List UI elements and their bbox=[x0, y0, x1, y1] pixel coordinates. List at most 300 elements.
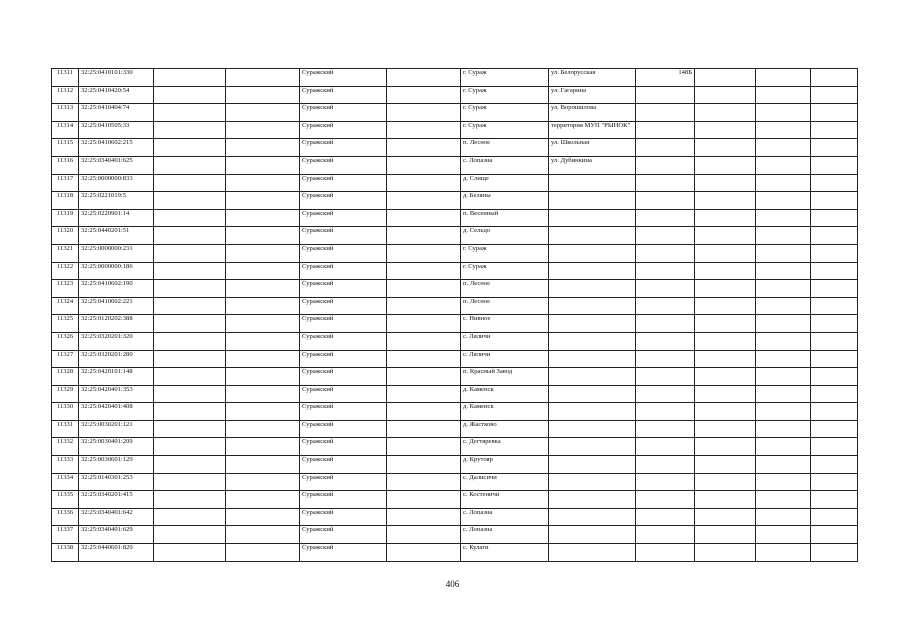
cell-cadastral-number: 32:25:0320201:280 bbox=[79, 350, 154, 368]
cell-empty bbox=[756, 69, 811, 87]
cell-empty bbox=[154, 121, 226, 139]
cell-street bbox=[549, 385, 636, 403]
cell-empty bbox=[154, 385, 226, 403]
cell-empty bbox=[695, 350, 756, 368]
cell-empty bbox=[811, 526, 858, 544]
cell-cadastral-number: 32:25:0340401:629 bbox=[79, 526, 154, 544]
cell-house bbox=[636, 121, 695, 139]
cell-row-number: 11323 bbox=[52, 280, 79, 298]
cell-empty bbox=[695, 368, 756, 386]
cell-empty bbox=[154, 262, 226, 280]
cell-district: Суражский bbox=[300, 227, 387, 245]
cell-empty bbox=[387, 350, 461, 368]
cell-empty bbox=[695, 456, 756, 474]
cell-empty bbox=[756, 385, 811, 403]
cell-street bbox=[549, 438, 636, 456]
cell-empty bbox=[154, 156, 226, 174]
cell-empty bbox=[154, 456, 226, 474]
table-row bbox=[52, 368, 858, 386]
cell-cadastral-number: 32:25:0340401:642 bbox=[79, 508, 154, 526]
cell-empty bbox=[756, 508, 811, 526]
cell-street: территория МУП "РЫНОК" bbox=[549, 121, 636, 139]
cell-street: ул. Белорусская bbox=[549, 69, 636, 87]
table-row bbox=[52, 491, 858, 509]
cell-row-number: 11333 bbox=[52, 456, 79, 474]
table-row bbox=[52, 209, 858, 227]
cell-locality: с. Костеничи bbox=[461, 491, 549, 509]
cell-empty bbox=[695, 315, 756, 333]
cell-empty bbox=[387, 332, 461, 350]
cell-empty bbox=[695, 86, 756, 104]
cell-empty bbox=[226, 332, 300, 350]
cell-empty bbox=[154, 244, 226, 262]
cell-empty bbox=[756, 315, 811, 333]
cell-district: Суражский bbox=[300, 403, 387, 421]
cell-empty bbox=[695, 473, 756, 491]
cell-empty bbox=[695, 174, 756, 192]
cell-row-number: 11337 bbox=[52, 526, 79, 544]
cell-empty bbox=[154, 508, 226, 526]
cell-locality: с. Дегтяревка bbox=[461, 438, 549, 456]
cell-street bbox=[549, 420, 636, 438]
cell-house bbox=[636, 420, 695, 438]
cell-locality: с. Далисичи bbox=[461, 473, 549, 491]
cell-district: Суражский bbox=[300, 121, 387, 139]
cell-empty bbox=[756, 280, 811, 298]
cell-street bbox=[549, 508, 636, 526]
cell-row-number: 11320 bbox=[52, 227, 79, 245]
cell-empty bbox=[387, 280, 461, 298]
cell-empty bbox=[695, 420, 756, 438]
cell-empty bbox=[756, 227, 811, 245]
table-body bbox=[52, 69, 858, 562]
cell-locality: д. Каменск bbox=[461, 403, 549, 421]
cell-empty bbox=[154, 297, 226, 315]
cell-empty bbox=[226, 438, 300, 456]
cell-district: Суражский bbox=[300, 332, 387, 350]
cell-empty bbox=[811, 104, 858, 122]
table-row bbox=[52, 544, 858, 562]
cell-empty bbox=[154, 350, 226, 368]
cell-empty bbox=[387, 403, 461, 421]
table-row bbox=[52, 121, 858, 139]
cell-empty bbox=[226, 544, 300, 562]
cell-empty bbox=[811, 174, 858, 192]
cell-house bbox=[636, 315, 695, 333]
cell-cadastral-number: 32:25:0420401:353 bbox=[79, 385, 154, 403]
cell-empty bbox=[226, 368, 300, 386]
cell-street bbox=[549, 174, 636, 192]
cell-empty bbox=[387, 508, 461, 526]
cell-empty bbox=[695, 332, 756, 350]
cell-empty bbox=[226, 350, 300, 368]
cell-empty bbox=[811, 456, 858, 474]
cell-locality: с. Ляличи bbox=[461, 350, 549, 368]
cell-empty bbox=[226, 262, 300, 280]
cell-empty bbox=[756, 526, 811, 544]
cell-empty bbox=[756, 192, 811, 210]
cell-district: Суражский bbox=[300, 86, 387, 104]
cell-empty bbox=[154, 86, 226, 104]
cell-street bbox=[549, 473, 636, 491]
cell-house: 148Б bbox=[636, 69, 695, 87]
cell-house bbox=[636, 473, 695, 491]
cell-house bbox=[636, 526, 695, 544]
cell-empty bbox=[226, 297, 300, 315]
cell-empty bbox=[756, 209, 811, 227]
cell-empty bbox=[226, 280, 300, 298]
cell-locality: г. Сураж bbox=[461, 104, 549, 122]
cell-house bbox=[636, 297, 695, 315]
cell-empty bbox=[154, 403, 226, 421]
cell-street bbox=[549, 491, 636, 509]
cell-house bbox=[636, 262, 695, 280]
cell-house bbox=[636, 491, 695, 509]
cell-district: Суражский bbox=[300, 491, 387, 509]
cell-empty bbox=[226, 139, 300, 157]
cell-empty bbox=[695, 508, 756, 526]
cell-house bbox=[636, 385, 695, 403]
cell-district: Суражский bbox=[300, 297, 387, 315]
cell-empty bbox=[811, 280, 858, 298]
cell-empty bbox=[154, 192, 226, 210]
cell-empty bbox=[387, 156, 461, 174]
cell-empty bbox=[811, 368, 858, 386]
cell-locality: г. Сураж bbox=[461, 262, 549, 280]
cell-row-number: 11329 bbox=[52, 385, 79, 403]
cell-empty bbox=[226, 209, 300, 227]
cell-street bbox=[549, 262, 636, 280]
cell-house bbox=[636, 86, 695, 104]
cell-empty bbox=[695, 192, 756, 210]
cell-locality: с. Ляличи bbox=[461, 332, 549, 350]
cell-house bbox=[636, 244, 695, 262]
cell-row-number: 11338 bbox=[52, 544, 79, 562]
cell-district: Суражский bbox=[300, 385, 387, 403]
cell-cadastral-number: 32:25:0410505:33 bbox=[79, 121, 154, 139]
cell-street bbox=[549, 350, 636, 368]
cell-empty bbox=[226, 385, 300, 403]
cell-district: Суражский bbox=[300, 508, 387, 526]
cell-house bbox=[636, 368, 695, 386]
cell-locality: г. Сураж bbox=[461, 69, 549, 87]
cell-locality: с. Лопазна bbox=[461, 526, 549, 544]
cell-cadastral-number: 32:25:0340201:415 bbox=[79, 491, 154, 509]
cell-locality: д. Слище bbox=[461, 174, 549, 192]
cell-street: ул. Дубинкина bbox=[549, 156, 636, 174]
cell-street bbox=[549, 192, 636, 210]
cell-empty bbox=[811, 262, 858, 280]
cell-empty bbox=[387, 86, 461, 104]
cell-district: Суражский bbox=[300, 244, 387, 262]
cell-row-number: 11324 bbox=[52, 297, 79, 315]
cell-district: Суражский bbox=[300, 544, 387, 562]
cell-locality: п. Лесное bbox=[461, 139, 549, 157]
cell-cadastral-number: 32:25:0120202:388 bbox=[79, 315, 154, 333]
cell-empty bbox=[387, 526, 461, 544]
cell-empty bbox=[226, 456, 300, 474]
cell-empty bbox=[387, 192, 461, 210]
cell-empty bbox=[811, 544, 858, 562]
cell-house bbox=[636, 544, 695, 562]
cell-row-number: 11311 bbox=[52, 69, 79, 87]
cell-cadastral-number: 32:25:0220901:14 bbox=[79, 209, 154, 227]
cell-district: Суражский bbox=[300, 420, 387, 438]
cell-house bbox=[636, 227, 695, 245]
cell-empty bbox=[695, 244, 756, 262]
cell-empty bbox=[811, 332, 858, 350]
cell-empty bbox=[154, 227, 226, 245]
cell-empty bbox=[811, 420, 858, 438]
cell-locality: п. Красный Завод bbox=[461, 368, 549, 386]
cell-district: Суражский bbox=[300, 438, 387, 456]
cell-empty bbox=[811, 403, 858, 421]
cell-empty bbox=[226, 315, 300, 333]
cell-empty bbox=[695, 403, 756, 421]
cell-empty bbox=[154, 139, 226, 157]
cell-house bbox=[636, 456, 695, 474]
table-row bbox=[52, 139, 858, 157]
cell-empty bbox=[811, 69, 858, 87]
cell-empty bbox=[756, 473, 811, 491]
cell-empty bbox=[387, 139, 461, 157]
cell-empty bbox=[811, 297, 858, 315]
cell-street bbox=[549, 227, 636, 245]
cell-empty bbox=[695, 209, 756, 227]
cell-empty bbox=[811, 139, 858, 157]
cell-row-number: 11325 bbox=[52, 315, 79, 333]
cell-empty bbox=[387, 315, 461, 333]
cell-row-number: 11313 bbox=[52, 104, 79, 122]
cell-row-number: 11327 bbox=[52, 350, 79, 368]
cell-locality: с. Нивное bbox=[461, 315, 549, 333]
table-row bbox=[52, 69, 858, 87]
cell-street bbox=[549, 368, 636, 386]
cell-empty bbox=[226, 473, 300, 491]
cell-row-number: 11335 bbox=[52, 491, 79, 509]
cell-locality: п. Лесное bbox=[461, 280, 549, 298]
cell-street bbox=[549, 456, 636, 474]
cell-empty bbox=[154, 368, 226, 386]
cell-district: Суражский bbox=[300, 350, 387, 368]
cell-empty bbox=[811, 121, 858, 139]
cell-locality: д. Сельцо bbox=[461, 227, 549, 245]
cell-empty bbox=[756, 403, 811, 421]
cell-row-number: 11314 bbox=[52, 121, 79, 139]
cell-empty bbox=[226, 69, 300, 87]
cell-row-number: 11315 bbox=[52, 139, 79, 157]
cell-cadastral-number: 32:25:0410404:74 bbox=[79, 104, 154, 122]
cell-empty bbox=[387, 456, 461, 474]
cell-empty bbox=[226, 244, 300, 262]
cell-street: ул. Ворошилова bbox=[549, 104, 636, 122]
cell-house bbox=[636, 104, 695, 122]
cell-row-number: 11321 bbox=[52, 244, 79, 262]
cell-empty bbox=[695, 385, 756, 403]
cell-district: Суражский bbox=[300, 209, 387, 227]
cell-district: Суражский bbox=[300, 280, 387, 298]
cell-cadastral-number: 32:25:0320201:320 bbox=[79, 332, 154, 350]
cell-house bbox=[636, 192, 695, 210]
table-row bbox=[52, 438, 858, 456]
cell-district: Суражский bbox=[300, 139, 387, 157]
cell-empty bbox=[811, 227, 858, 245]
cell-district: Суражский bbox=[300, 473, 387, 491]
cell-street bbox=[549, 544, 636, 562]
cell-cadastral-number: 32:25:0030201:121 bbox=[79, 420, 154, 438]
cell-locality: д. Крутояр bbox=[461, 456, 549, 474]
cell-empty bbox=[811, 350, 858, 368]
cell-empty bbox=[226, 104, 300, 122]
cell-cadastral-number: 32:25:0410420:54 bbox=[79, 86, 154, 104]
cell-empty bbox=[811, 473, 858, 491]
table-row bbox=[52, 526, 858, 544]
cell-empty bbox=[811, 192, 858, 210]
cell-cadastral-number: 32:25:0420101:148 bbox=[79, 368, 154, 386]
cell-cadastral-number: 32:25:0440601:820 bbox=[79, 544, 154, 562]
cell-row-number: 11318 bbox=[52, 192, 79, 210]
cell-house bbox=[636, 156, 695, 174]
cell-locality: г. Сураж bbox=[461, 86, 549, 104]
cell-empty bbox=[387, 262, 461, 280]
table-row bbox=[52, 174, 858, 192]
cell-empty bbox=[226, 508, 300, 526]
cell-empty bbox=[695, 544, 756, 562]
cell-empty bbox=[756, 350, 811, 368]
cell-house bbox=[636, 403, 695, 421]
cell-cadastral-number: 32:25:0410602:221 bbox=[79, 297, 154, 315]
cell-empty bbox=[811, 315, 858, 333]
cell-empty bbox=[387, 385, 461, 403]
cell-empty bbox=[226, 491, 300, 509]
cell-empty bbox=[387, 244, 461, 262]
cell-empty bbox=[154, 438, 226, 456]
cell-cadastral-number: 32:25:0030601:129 bbox=[79, 456, 154, 474]
property-register-table bbox=[51, 68, 858, 562]
table-row bbox=[52, 192, 858, 210]
page-number: 406 bbox=[445, 579, 460, 589]
table-row bbox=[52, 104, 858, 122]
cell-empty bbox=[226, 86, 300, 104]
cell-empty bbox=[756, 297, 811, 315]
cell-empty bbox=[387, 473, 461, 491]
cell-row-number: 11316 bbox=[52, 156, 79, 174]
cell-locality: с. Лопазна bbox=[461, 156, 549, 174]
cell-empty bbox=[387, 420, 461, 438]
cell-empty bbox=[756, 156, 811, 174]
cell-empty bbox=[387, 209, 461, 227]
cell-empty bbox=[811, 385, 858, 403]
cell-district: Суражский bbox=[300, 69, 387, 87]
cell-district: Суражский bbox=[300, 104, 387, 122]
cell-empty bbox=[756, 438, 811, 456]
table-row bbox=[52, 456, 858, 474]
cell-district: Суражский bbox=[300, 315, 387, 333]
cell-row-number: 11330 bbox=[52, 403, 79, 421]
cell-empty bbox=[387, 544, 461, 562]
cell-cadastral-number: 32:25:0440201:51 bbox=[79, 227, 154, 245]
cell-street bbox=[549, 315, 636, 333]
cell-empty bbox=[756, 174, 811, 192]
table-row bbox=[52, 508, 858, 526]
cell-street bbox=[549, 280, 636, 298]
cell-empty bbox=[387, 104, 461, 122]
cell-empty bbox=[811, 491, 858, 509]
cell-locality: с. Лопазна bbox=[461, 508, 549, 526]
cell-street bbox=[549, 403, 636, 421]
cell-empty bbox=[695, 262, 756, 280]
cell-empty bbox=[811, 209, 858, 227]
cell-district: Суражский bbox=[300, 156, 387, 174]
cell-empty bbox=[695, 280, 756, 298]
cell-street bbox=[549, 332, 636, 350]
cell-street bbox=[549, 526, 636, 544]
cell-empty bbox=[695, 491, 756, 509]
cell-empty bbox=[695, 104, 756, 122]
cell-house bbox=[636, 508, 695, 526]
cell-empty bbox=[226, 227, 300, 245]
cell-empty bbox=[154, 209, 226, 227]
cell-row-number: 11322 bbox=[52, 262, 79, 280]
cell-house bbox=[636, 174, 695, 192]
cell-cadastral-number: 32:25:0410602:190 bbox=[79, 280, 154, 298]
table-row bbox=[52, 315, 858, 333]
cell-house bbox=[636, 209, 695, 227]
cell-row-number: 11319 bbox=[52, 209, 79, 227]
cell-empty bbox=[154, 69, 226, 87]
cell-locality: д. Жастково bbox=[461, 420, 549, 438]
table-row bbox=[52, 350, 858, 368]
cell-house bbox=[636, 280, 695, 298]
cell-empty bbox=[756, 420, 811, 438]
cell-cadastral-number: 32:25:0000000:231 bbox=[79, 244, 154, 262]
cell-empty bbox=[154, 104, 226, 122]
cell-empty bbox=[154, 315, 226, 333]
cell-empty bbox=[387, 491, 461, 509]
cell-empty bbox=[811, 86, 858, 104]
table-row bbox=[52, 244, 858, 262]
cell-cadastral-number: 32:25:0000000:186 bbox=[79, 262, 154, 280]
cell-empty bbox=[226, 526, 300, 544]
cell-empty bbox=[387, 438, 461, 456]
cell-row-number: 11336 bbox=[52, 508, 79, 526]
cell-street: ул. Школьная bbox=[549, 139, 636, 157]
table-row bbox=[52, 420, 858, 438]
cell-empty bbox=[154, 526, 226, 544]
cell-row-number: 11317 bbox=[52, 174, 79, 192]
table-row bbox=[52, 262, 858, 280]
table-row bbox=[52, 332, 858, 350]
cell-empty bbox=[154, 280, 226, 298]
cell-street: ул. Гагарина bbox=[549, 86, 636, 104]
cell-row-number: 11328 bbox=[52, 368, 79, 386]
cell-empty bbox=[756, 332, 811, 350]
cell-empty bbox=[154, 473, 226, 491]
cell-empty bbox=[756, 491, 811, 509]
cell-cadastral-number: 32:25:0420401:408 bbox=[79, 403, 154, 421]
cell-empty bbox=[154, 491, 226, 509]
cell-cadastral-number: 32:25:0410101:330 bbox=[79, 69, 154, 87]
cell-empty bbox=[811, 244, 858, 262]
cell-empty bbox=[756, 139, 811, 157]
table-row bbox=[52, 86, 858, 104]
cell-empty bbox=[226, 192, 300, 210]
cell-empty bbox=[154, 332, 226, 350]
cell-empty bbox=[226, 420, 300, 438]
cell-empty bbox=[756, 104, 811, 122]
cell-empty bbox=[695, 69, 756, 87]
table-row bbox=[52, 227, 858, 245]
